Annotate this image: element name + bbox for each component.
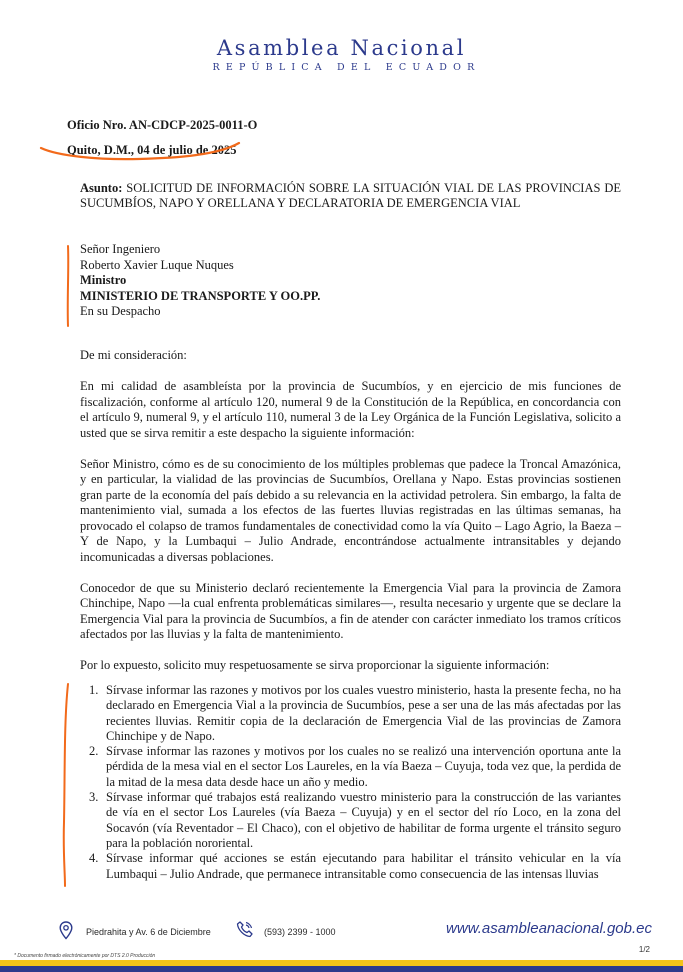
addressee-institution: MINISTERIO DE TRANSPORTE Y OO.PP. — [80, 288, 321, 303]
subject-text: SOLICITUD DE INFORMACIÓN SOBRE LA SITUACIÓN VIAL DE LAS PROVINCIAS DE SUCUMBÍOS, NAPO Y ORELLANA Y DECLARATORIA DE EMERGENCIA VIAL — [80, 181, 621, 210]
list-number: 1. — [89, 683, 99, 697]
list-item — [80, 790, 621, 851]
oficio-number: Oficio Nro. AN-CDCP-2025-0011-O — [67, 118, 258, 132]
place-date: Quito, D.M., 04 de julio de 2025 — [67, 143, 237, 157]
requests-list — [80, 683, 621, 882]
paragraph: Señor Ministro, cómo es de su conocimiento de los múltiples problemas que padece la Troncal Amazónica, y en particular, la vialidad de las provincias de Sucumbíos, Orellana y Napo. Estas provincias sostienen gran parte de la economía del país debido a su relevancia en la actividad petrolera. Sin embargo, la falta de mantenimiento vial, sumada a los efectos de las fuertes lluvias registradas en las últimas semanas, ha provocado el colapso de tramos fundamentales de conectividad como la vía Quito – Lago Agrio, la Baeza – Y de Napo, y la Lumbaqui – Julio Andrade, encontrándose actualmente intransitables y dejando incomunicadas a diversas poblaciones. — [80, 456, 621, 564]
addressee-block — [80, 242, 320, 320]
institution-subtitle: REPÚBLICA DEL ECUADOR — [212, 62, 481, 73]
list-text: Sírvase informar qué acciones se están ejecutando para habilitar el tránsito vehicular en la vía Lumbaqui – Julio Andrade, que permanece intransitable como consecuencia de las intensas lluvias — [106, 851, 621, 881]
list-text: Sírvase informar las razones y motivos por los cuales no se realizó una intervención oportuna ante la pérdida de la mesa vial en el sector Los Laureles, en la vía Baeza – Cuyuja, toda vez que, la perdida de la mitad de la mesa data desde hace un año y medio. — [106, 744, 621, 789]
addressee-role: Ministro — [80, 273, 127, 287]
handwritten-vertical-mark — [64, 244, 72, 328]
addressee-location: En su Despacho — [80, 304, 161, 318]
phone-icon — [236, 920, 254, 938]
handwritten-vertical-mark — [60, 682, 72, 888]
addressee-salutation: Señor Ingeniero — [80, 242, 161, 256]
list-item — [80, 851, 621, 882]
list-text: Sírvase informar qué trabajos está realizando vuestro ministerio para la construcción de las variantes de vía en el sector Los Laureles (vía Baeza – Cuyuja) y en el sector del río Loco, en la zona del Socavón (vía Reventador – El Chaco), con el objetivo de habilitar de forma urgente el tránsito seguro para la población nororiental. — [106, 790, 621, 850]
footer-address: Piedrahita y Av. 6 de Diciembre — [86, 927, 211, 937]
list-number: 3. — [89, 790, 99, 805]
subject-label: Asunto: — [80, 181, 123, 195]
signed-note: * Documento firmado electrónicamente por DTS 2.0 Producción — [14, 953, 156, 959]
location-pin-icon — [59, 921, 73, 940]
subject-block — [80, 181, 621, 211]
letter-body — [80, 348, 621, 689]
paragraph: Por lo expuesto, solicito muy respetuosamente se sirva proporcionar la siguiente información: — [80, 658, 550, 672]
paragraph: En mi calidad de asambleísta por la provincia de Sucumbíos, y en ejercicio de mis funciones de fiscalización, conforme al artículo 120, numeral 9 de la Constitución de la República, en concordancia con el artículo 9, numeral 9, y el artículo 110, numeral 3 de la Ley Orgánica de la Función Legislativa, solicito a usted que se sirva remitir a este despacho la siguiente información: — [80, 379, 621, 440]
list-number: 2. — [89, 744, 99, 759]
institution-title: Asamblea Nacional — [216, 36, 467, 60]
list-item — [80, 683, 621, 744]
footer-phone: (593) 2399 - 1000 — [264, 927, 336, 937]
addressee-name: Roberto Xavier Luque Nuques — [80, 257, 234, 272]
list-number: 4. — [89, 851, 99, 866]
handwritten-underline-mark — [38, 140, 243, 164]
letterhead — [0, 36, 683, 73]
footer-blue-bar — [0, 966, 683, 972]
footer-website-link[interactable]: www.asambleanacional.gob.ec — [446, 920, 652, 937]
list-text: Sírvase informar las razones y motivos por los cuales vuestro ministerio, hasta la presente fecha, no ha declarado en Emergencia Vial a la provincia de Sucumbíos, pese a ser una de las más afectadas por las recientes lluvias. Remitir copia de la declaración de Emergencia Vial de las provincias de Zamora Chinchipe y de Napo. — [106, 683, 621, 743]
greeting: De mi consideración: — [80, 348, 187, 362]
page-footer — [0, 918, 683, 972]
paragraph: Conocedor de que su Ministerio declaró recientemente la Emergencia Vial para la provincia de Zamora Chinchipe, Napo —la cual enfrenta problemáticas similares—, resulta necesario y urgente que se declare la Emergencia Vial para la provincia de Sucumbíos, a fin de atender con carácter inmediato los tramos críticos afectados por las lluvias y la falta de mantenimiento. — [80, 580, 621, 641]
list-item — [80, 744, 621, 790]
page-number: 1/2 — [638, 945, 650, 954]
